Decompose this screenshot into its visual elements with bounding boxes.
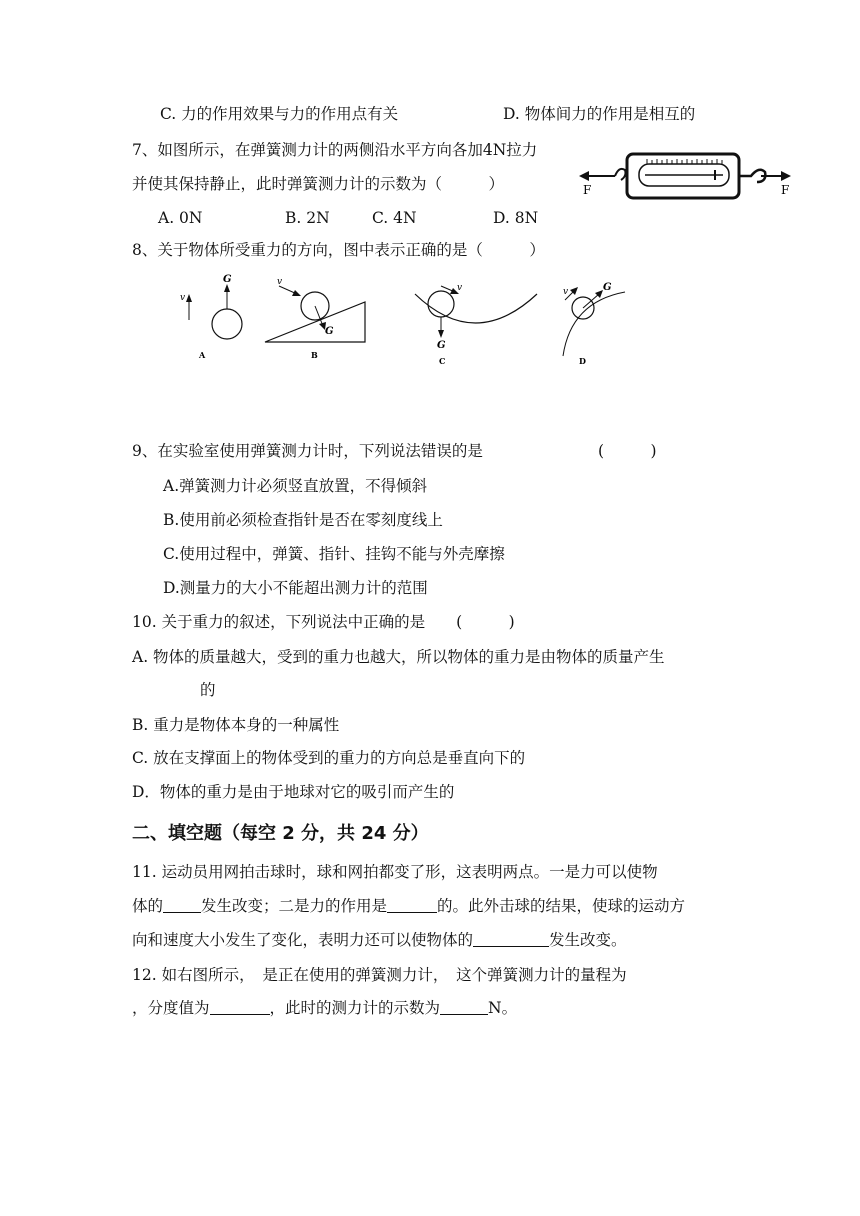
q9-option-c: C.使用过程中，弹簧、指针、挂钩不能与外壳摩擦 [163,545,505,563]
q8-b-velocity-label: v [277,277,283,287]
q10-option-c: C. 放在支撑面上的物体受到的重力的方向总是垂直向下的 [132,749,526,767]
q7-option-b: B. 2N [285,209,330,227]
q9-answer-paren: ( ) [598,442,657,460]
q11-line2-part3: 的。此外击球的结果，使球的运动方 [437,897,686,915]
q11-blank-2[interactable] [387,896,437,913]
q12-line2 [132,998,517,1018]
q11-line1: 11. 运动员用网拍击球时，球和网拍都变了形，这表明两点。一是力可以使物 [132,863,658,881]
q11-line3 [132,930,627,950]
q7-right-force-label: F [781,183,790,197]
q12-blank-division[interactable] [210,998,270,1015]
q8-figure-b [265,277,365,360]
q12-line2-part1: ，分度值为 [132,999,210,1017]
q8-c-velocity-label: v [457,283,463,293]
q12-blank-reading[interactable] [440,998,488,1015]
q10-option-a-line1: A. 物体的质量越大，受到的重力也越大，所以物体的重力是由物体的质量产生 [132,648,665,666]
q11-line2 [132,896,685,916]
q8-a-velocity-label: v [180,293,186,303]
q11-line2-part1: 体的 [132,897,164,915]
q9-stem: 9、在实验室使用弹簧测力计时，下列说法错误的是 [132,442,483,460]
q10-option-b: B. 重力是物体本身的一种属性 [132,716,340,734]
q7-stem-line1: 7、如图所示，在弹簧测力计的两侧沿水平方向各加4N拉力 [132,141,538,159]
q6-option-d: D. 物体间力的作用是相互的 [503,105,696,123]
q12-line2-part2: ，此时的测力计的示数为 [269,999,441,1017]
q7-stem-line2: 并使其保持静止，此时弹簧测力计的示数为（ ） [132,175,505,193]
q7-left-force-label: F [583,183,592,197]
q7-option-c: C. 4N [372,209,417,227]
q8-figure-c [415,283,537,366]
q8-b-gravity-label: G [325,326,334,337]
q8-d-gravity-label: G [603,282,612,293]
q8-figure-a [180,274,242,360]
q8-c-gravity-label: G [437,340,446,351]
q10-stem: 10. 关于重力的叙述，下列说法中正确的是 ( ) [132,613,515,631]
q11-line3-part2: 发生改变。 [549,931,627,949]
q8-b-label: B [311,350,318,360]
q12-line1: 12. 如右图所示， 是正在使用的弹簧测力计， 这个弹簧测力计的量程为 [132,966,627,984]
q9-option-d: D.测量力的大小不能超出测力计的范围 [163,579,428,597]
q8-a-label: A [199,350,206,360]
q6-option-c: C. 力的作用效果与力的作用点有关 [160,105,399,123]
q8-d-velocity-label: v [563,287,569,297]
q8-d-label: D [579,356,586,366]
q11-blank-1[interactable] [163,896,201,913]
section2-title: 二、填空题（每空 2 分，共 24 分） [132,823,429,844]
q7-option-a: A. 0N [158,209,203,227]
q8-stem: 8、关于物体所受重力的方向，图中表示正确的是（ ） [132,241,545,259]
q10-option-a-line2: 的 [200,681,216,699]
q9-option-b: B.使用前必须检查指针是否在零刻度线上 [163,511,443,529]
q8-a-gravity-label: G [223,274,232,285]
q8-figure-d [563,282,625,366]
q12-line2-part3: N。 [488,999,518,1017]
q9-option-a: A.弹簧测力计必须竖直放置，不得倾斜 [163,477,428,495]
q10-option-d: D．物体的重力是由于地球对它的吸引而产生的 [132,783,455,801]
q11-blank-3[interactable] [473,930,549,947]
q7-option-d: D. 8N [493,209,539,227]
q11-line2-part2: 发生改变；二是力的作用是 [201,897,388,915]
q8-gravity-figures [175,272,635,372]
q11-line3-part1: 向和速度大小发生了变化，表明力还可以使物体的 [132,931,474,949]
q7-spring-scale-figure [575,140,795,210]
q8-c-label: C [439,356,446,366]
